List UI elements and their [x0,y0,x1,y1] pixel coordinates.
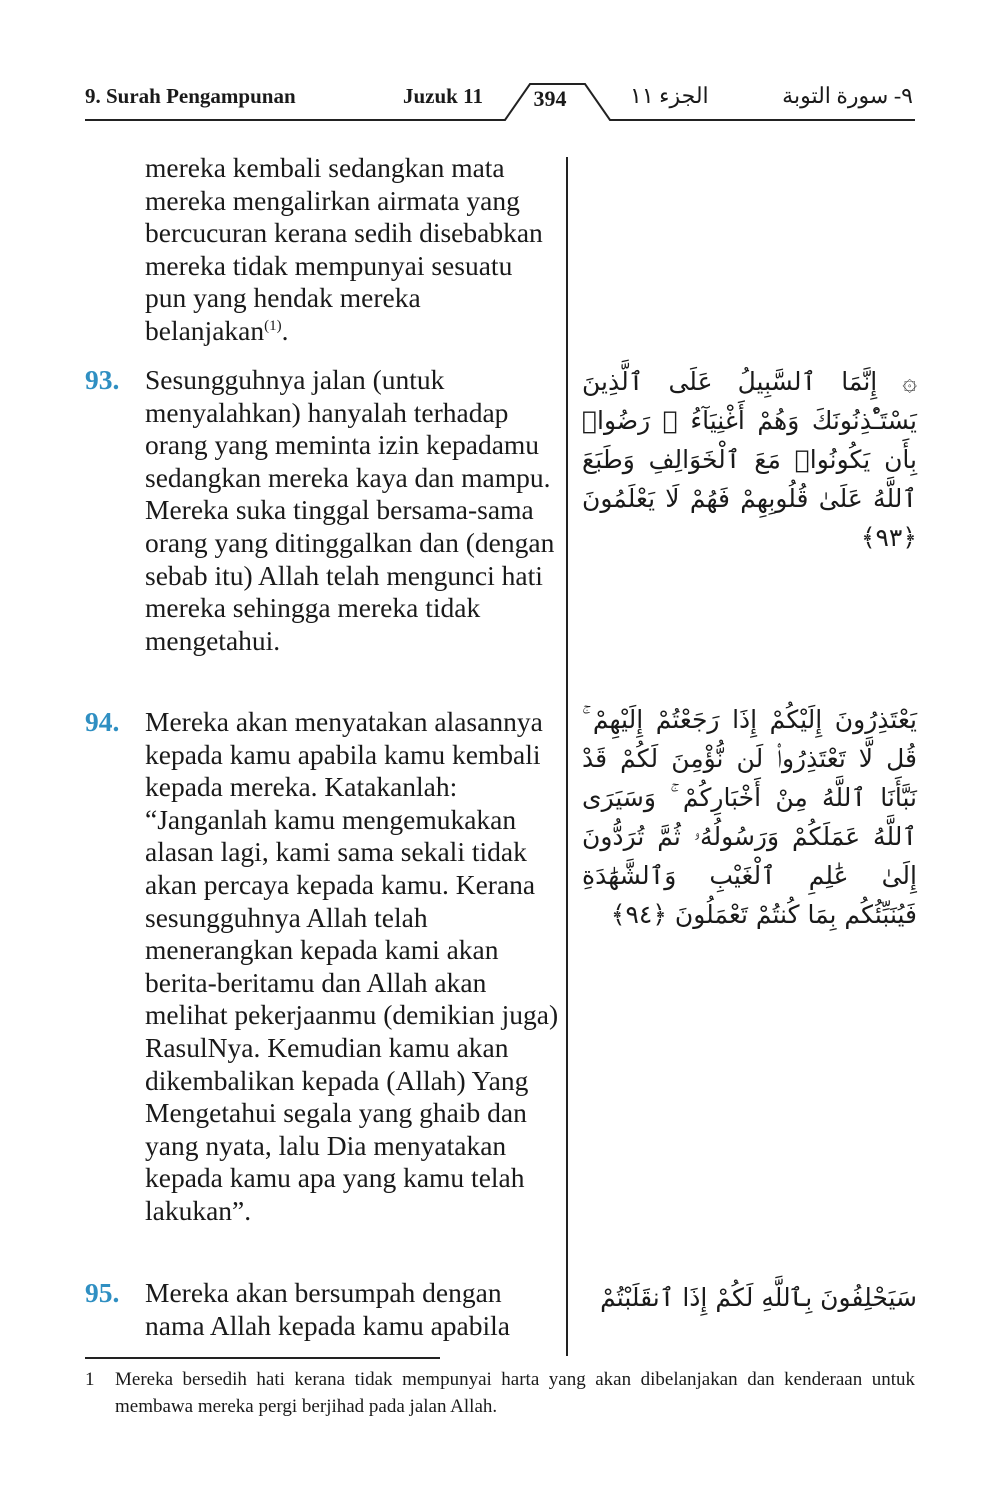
header-juz-latin: Juzuk 11 [403,84,483,108]
footnote-ref: (1) [264,317,282,334]
arabic-verse-93: ۞ إِنَّمَا ٱلسَّبِيلُ عَلَى ٱلَّذِينَ يَسْتَـْٔذِنُونَكَ وَهُمْ أَغْنِيَآءُ ۚ رَضُوا۟ بِأَن يَكُونُوا۟ مَعَ ٱلْخَوَالِفِ وَطَبَعَ ٱللَّهُ عَلَىٰ قُلُوبِهِمْ فَهُمْ لَا يَعْلَمُونَ ﴿٩٣﴾ [582,367,917,552]
footnote-text: Mereka bersedih hati kerana tidak mempunyai harta yang akan dibelanjakan dan kenderaan untuk membawa mereka pergi berjihad pada jalan Allah. [115,1369,915,1417]
arabic-verse-95: سَيَحْلِفُونَ بِٱللَّهِ لَكُمْ إِذَا ٱنقَلَبْتُمْ [600,1283,917,1312]
footnote-number: 1 [85,1369,95,1390]
verse-text: Mereka akan menyatakan alasannya kepada kamu apabila kamu kembali kepada mereka. Katakanlah: “Janganlah kamu mengemukakan alasan lagi, kami sama sekali tidak akan percaya kepada kamu. Kerana sesungguhnya Allah telah menerangkan kepada kami akan berita-beritamu dan Allah akan melihat pekerjaanmu (demikian juga) RasulNya. Kemudian kamu akan dikembalikan kepada (Allah) Yang Mengetahui segala yang ghaib dan yang nyata, lalu Dia menyatakan kepada kamu apa yang kamu telah lakukan”. [145,706,559,1226]
malay-continuation [85,152,560,348]
verse-93 [85,364,560,657]
footnote-rule [85,1357,440,1359]
header-rule [0,0,1000,140]
verse-number: 93. [85,364,120,395]
continuation-end: . [281,314,289,346]
header-juz-arabic: الجزء ١١ [630,83,709,108]
arabic-verse-94: يَعْتَذِرُونَ إِلَيْكُمْ إِذَا رَجَعْتُمْ إِلَيْهِمْ ۚ قُل لَّا تَعْتَذِرُوا۟ لَن نُّؤْمِنَ لَكُمْ قَدْ نَبَّأَنَا ٱللَّهُ مِنْ أَخْبَارِكُمْ ۚ وَسَيَرَى ٱللَّهُ عَمَلَكُمْ وَرَسُولُهُۥ ثُمَّ تُرَدُّونَ إِلَىٰ عَٰلِمِ ٱلْغَيْبِ وَٱلشَّهَٰدَةِ فَيُنَبِّئُكُم بِمَا كُنتُمْ تَعْمَلُونَ ﴿٩٤﴾ [582,705,917,929]
verse-94 [85,706,560,1228]
continuation-text: mereka kembali sedangkan mata mereka mengalirkan airmata yang bercucuran kerana sedih disebabkan mereka tidak mempunyai sesuatu pun yang hendak mereka belanjakan [145,152,543,346]
header-surah-arabic: ٩- سورة التوبة [782,83,913,108]
verse-number: 95. [85,1277,120,1308]
header-surah-latin: 9. Surah Pengampunan [85,84,296,108]
footnote [85,1366,915,1420]
verse-text: Sesungguhnya jalan (untuk menyalahkan) hanyalah terhadap orang yang meminta izin kepadamu sedangkan mereka kaya dan mampu. Mereka suka tinggal bersama-sama orang yang ditinggalkan dan (dengan sebab itu) Allah telah mengunci hati mereka sehingga mereka tidak mengetahui. [145,364,555,656]
column-divider [566,157,568,1356]
verse-95 [85,1277,560,1342]
verse-text: Mereka akan bersumpah dengan nama Allah kepada kamu apabila [145,1277,510,1341]
page-number: 394 [533,86,567,111]
verse-number: 94. [85,706,120,737]
